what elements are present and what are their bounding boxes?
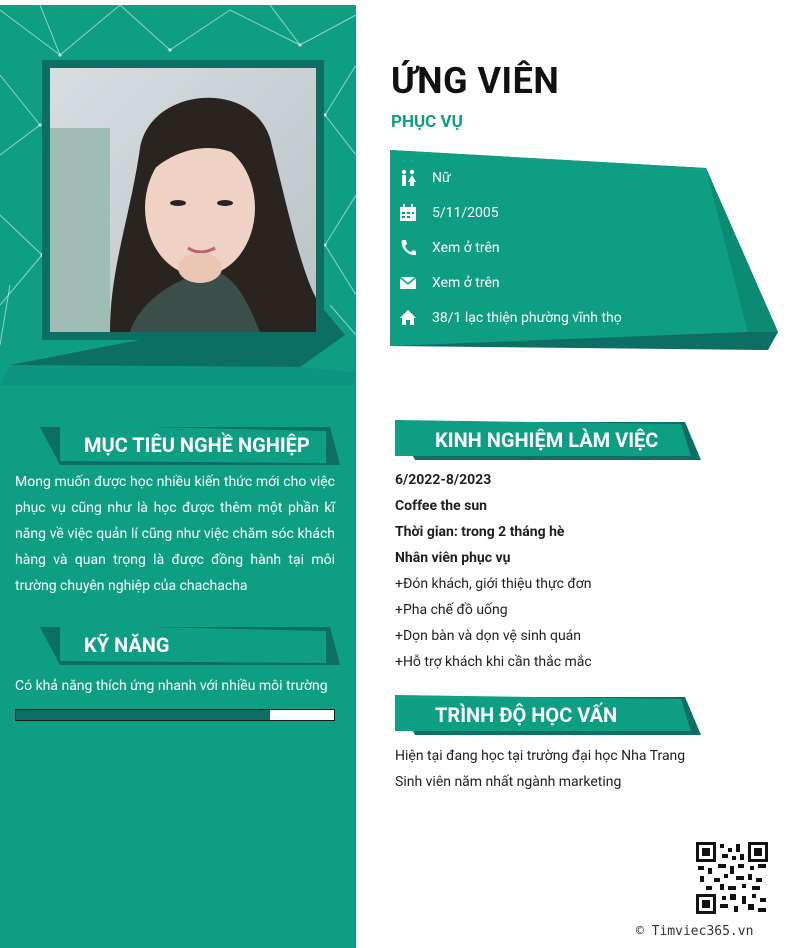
objective-section-header <box>40 425 340 467</box>
education-title: TRÌNH ĐỘ HỌC VẤN <box>435 703 618 727</box>
gender-value: Nữ <box>432 170 451 186</box>
candidate-name: ỨNG VIÊN <box>391 60 560 102</box>
education-details <box>395 743 735 795</box>
gender-icon <box>397 167 419 189</box>
info-email <box>397 271 500 295</box>
skills-section-header <box>40 625 340 667</box>
experience-role: Nhân viên phục vụ <box>395 550 511 566</box>
info-address <box>397 306 622 330</box>
avatar-frame <box>42 60 324 340</box>
experience-task: +Dọn bàn và dọn vệ sinh quán <box>395 628 582 644</box>
experience-company: Coffee the sun <box>395 498 488 514</box>
experience-period: 6/2022-8/2023 <box>395 472 492 488</box>
experience-details <box>395 467 735 675</box>
skill-progress-fill <box>16 710 270 720</box>
experience-section-header <box>395 420 705 462</box>
envelope-icon <box>397 272 419 294</box>
education-line: Sinh viên năm nhất ngành marketing <box>395 774 622 790</box>
candidate-position: PHỤC VỤ <box>391 112 463 132</box>
info-gender <box>397 166 451 190</box>
calendar-icon <box>397 202 419 224</box>
education-line: Hiện tại đang học tại trường đại học Nha Trang <box>395 748 686 764</box>
objective-title: MỤC TIÊU NGHỀ NGHIỆP <box>84 433 310 457</box>
phone-icon <box>397 237 419 259</box>
skill-progress-bar <box>15 709 335 721</box>
email-value: Xem ở trên <box>432 275 500 291</box>
birthdate-value: 5/11/2005 <box>432 205 499 221</box>
avatar <box>50 68 316 332</box>
sidebar <box>0 5 356 948</box>
info-phone <box>397 236 500 260</box>
info-birthdate <box>397 201 499 225</box>
contact-info-panel <box>388 150 780 355</box>
experience-task: +Pha chế đồ uống <box>395 602 508 618</box>
education-section-header <box>395 695 705 737</box>
phone-value: Xem ở trên <box>432 240 500 256</box>
experience-task: +Đón khách, giới thiệu thực đơn <box>395 576 592 592</box>
home-icon <box>397 307 419 329</box>
experience-title: KINH NGHIỆM LÀM VIỆC <box>435 428 659 452</box>
objective-text: Mong muốn được học nhiều kiến thức mới cho việc phục vụ cũng như là học được thêm một phần kĩ năng về việc quản lí cũng như việc chăm sóc khách hàng và quan trọng là được đồng hành tại môi trường chuyên nghiệp của chachacha <box>15 474 335 594</box>
experience-task: +Hỗ trợ khách khi cần thắc mắc <box>395 654 592 670</box>
skill-label: Có khả năng thích ứng nhanh với nhiều môi trường <box>15 678 328 694</box>
watermark: © Timviec365.vn <box>636 924 754 939</box>
experience-duration: Thời gian: trong 2 tháng hè <box>395 524 565 540</box>
qr-code <box>696 842 768 914</box>
skills-title: KỸ NĂNG <box>84 633 170 657</box>
address-value: 38/1 lạc thiện phường vĩnh thọ <box>432 310 622 326</box>
